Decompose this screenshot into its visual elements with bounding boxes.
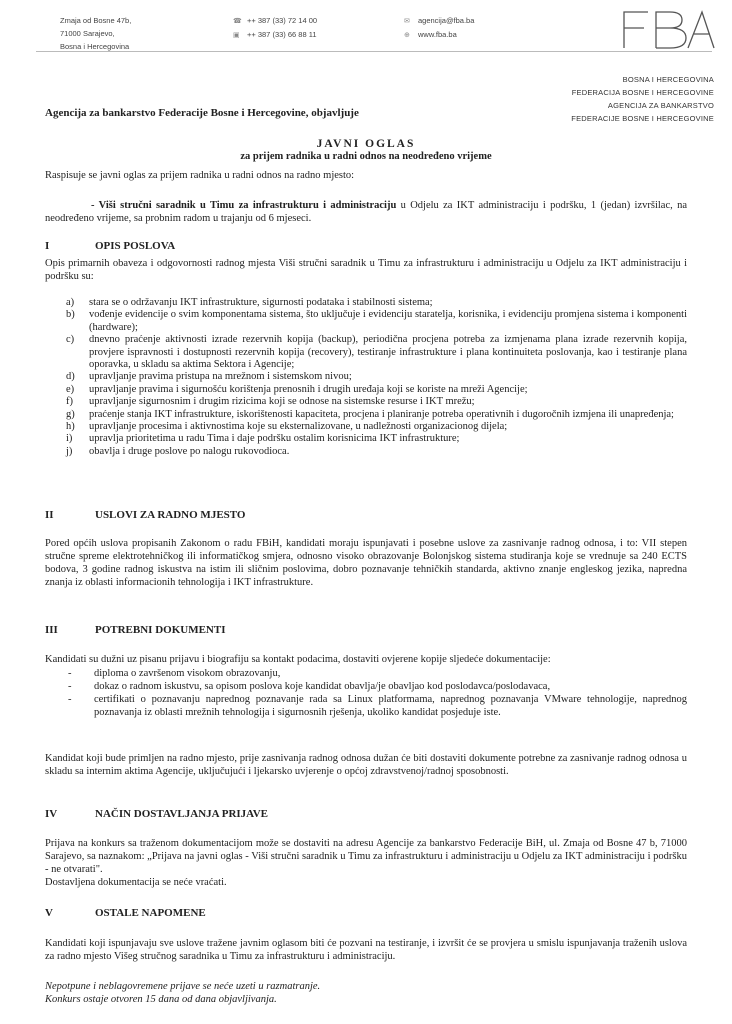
submission-text: Prijava na konkurs sa traženom dokumentacijom može se dostaviti na adresu Agencije za bankarstvo Federacije BiH, ul. Zmaja od Bosne 47 b, 71000 Sarajevo, sa naznakom: „Prijava na javni oglas - Viši stručni saradnik u Timu za infrastrukturu i administraciju u Odjelu za IKT administraciju i podršku - ne otvarati". [45, 838, 687, 875]
list-item: h) upravljanje procesima i aktivnostima koje su eksternalizovane, u nadležnosti organizacionog dijela; [66, 421, 508, 433]
list-item: - dokaz o radnom iskustvu, sa opisom poslova koje kandidat obavlja/je obavljao kod poslodavca/poslodavaca, [68, 681, 551, 692]
list-item: b) vođenje evidencije o svim komponentama sistema, što uključuje i evidenciju staratelja, korisnika, i evidenciju promjena sistema i komponenti (hardware); [66, 309, 687, 333]
agency-phones [233, 14, 317, 42]
list-item: c) dnevno praćenje aktivnosti izrade rezervnih kopija (backup), periodična procjena potreba za izmjenama plana izrade rezervnih kopija, provjere ispravnosti i dostupnosti rezervnih kopija (recovery), testiranje infrastrukture i plana kontinuiteta poslovanja, kao i testiranje plana oporavka, u skladu sa aktima Sektora i Agencije; [66, 334, 687, 371]
address-line: Zmaja od Bosne 47b, [60, 16, 132, 25]
list-item: j) obavlja i druge poslove po nalogu rukovodioca. [66, 445, 290, 457]
email-icon: ✉ [404, 18, 410, 25]
documents-outro: Kandidat koji bude primljen na radno mjesto, prije zasnivanja radnog odnosa dužan će biti dostaviti dokumente potrebne za zasnivanje radnog odnosa u skladu sa internim aktima Agencije, uključujući i ljekarsko uvjerenje o općoj zdravstvenoj/radnoj sposobnosti. [45, 753, 687, 777]
org-line: FEDERACIJA BOSNE I HERCEGOVINE [571, 88, 714, 97]
email-address: agencija@fba.ba [418, 16, 475, 25]
footnote: Konkurs ostaje otvoren 15 dana od dana objavljivanja. [45, 994, 277, 1005]
header-divider [36, 51, 712, 52]
publisher-intro: Agencija za bankarstvo Federacije Bosne i Hercegovine, objavljuje [45, 107, 359, 119]
section-title: NAČIN DOSTAVLJANJA PRIJAVE [95, 808, 268, 820]
section-title: USLOVI ZA RADNO MJESTO [95, 509, 246, 521]
agency-contact [404, 14, 474, 42]
footnote: Nepotpune i neblagovremene prijave se neće uzeti u razmatranje. [45, 981, 321, 992]
fba-logo [622, 8, 716, 50]
list-item: - diploma o završenom visokom obrazovanju, [68, 668, 281, 679]
notes-text: Kandidati koji ispunjavaju sve uslove tražene javnim oglasom biti će pozvani na testiranje, i izvršit će se provjera u smislu ispunjavanja traženih uslova za radno mjesto Višeg stručnog saradnika u Timu za infrastrukturu i administraciju. [45, 938, 687, 962]
list-item: - certifikati o poznavanju naprednog poznavanje rada sa Linux platformama, naprednog poznavanja VMware tehnologije, naprednog poznavanja iz oblasti mrežnih tehnologija i sigurnosnih rješenja, ukoliko kandidat posjeduje iste. [68, 694, 687, 718]
organization-block [571, 73, 714, 125]
list-item: g) praćenje stanja IKT infrastrukture, iskorištenosti kapaciteta, procjena i planiranje potreba operativnih i dugoročnih izmjena ili unapređenja; [66, 408, 674, 420]
position-name: Viši stručni saradnik u Timu za infrastrukturu i administraciju [98, 200, 397, 211]
list-item: e) upravljanje pravima i sigurnošću korištenja prenosnih i drugih uređaja koji se koriste na mreži Agencije; [66, 383, 528, 395]
section-title: OSTALE NAPOMENE [95, 907, 206, 919]
position-details: u Odjelu za IKT administraciju i podršku, 1 (jedan) izvršilac, na neodređeno vrijeme, sa probnim radom u trajanju od 6 mjeseci. [45, 200, 687, 224]
web-icon: ⊕ [404, 32, 410, 39]
section-number: IV [45, 808, 58, 820]
address-line: Bosna i Hercegovina [60, 42, 130, 51]
fax-number: ++ 387 (33) 66 88 11 [247, 30, 317, 39]
phone-number: ++ 387 (33) 72 14 00 [247, 16, 318, 25]
list-item: d) upravljanje pravima pristupa na mrežnom i sistemskom nivou; [66, 371, 352, 383]
requirements-text: Pored općih uslova propisanih Zakonom o radu FBiH, kandidati moraju ispunjavati i posebne uslove za zasnivanje radnog odnosa, i to: VII stepen stručne spreme elektrotehničkog ili informatičkog smjera, odnosno visoko obrazovanje Bolonjskog sistema studiranja koje se vrednuje sa 240 ECTS bodova, 3 godine radnog iskustva na istim ili sličnim poslovima, dobro poznavanje tehničkih standarda, aktivno znanje engleskog jezika, napredna znanja iz oblasti informacionih tehnologija i IKT infrastrukture. [45, 538, 687, 588]
section-heading-4 [45, 808, 268, 820]
org-line: FEDERACIJE BOSNE I HERCEGOVINE [571, 114, 714, 123]
org-line: BOSNA I HERCEGOVINA [622, 75, 714, 84]
submission-note: Dostavljena dokumentacija se neće vraćati. [45, 877, 227, 888]
section-heading-5 [45, 907, 206, 919]
section-number: I [45, 240, 50, 252]
list-item: i) upravlja prioritetima u radu Tima i daje podršku ostalim korisnicima IKT infrastrukture; [66, 433, 460, 445]
section-heading-2 [45, 509, 245, 521]
list-item: a) stara se o održavanju IKT infrastrukture, sigurnosti podataka i stabilnosti sistema; [66, 297, 433, 308]
duties-intro: Opis primarnih obaveza i odgovornosti radnog mjesta Viši stručni saradnik u Timu za infrastrukturu i administraciju u Odjelu za IKT administraciju i podršku su: [45, 258, 687, 282]
position-description [45, 199, 687, 225]
section-title: POTREBNI DOKUMENTI [95, 624, 226, 636]
section-number: II [45, 509, 54, 521]
announcement-text: Raspisuje se javni oglas za prijem radnika u radni odnos na radno mjesto: [45, 170, 355, 181]
section-number: V [45, 907, 53, 919]
documents-list [68, 667, 687, 719]
documents-intro: Kandidati su dužni uz pisanu prijavu i biografiju sa kontakt podacima, dostaviti ovjerene kopije sljedeće dokumentacije: [45, 654, 551, 665]
position-dash: - [91, 200, 99, 211]
section-heading-3 [45, 624, 226, 636]
section-title: OPIS POSLOVA [95, 240, 176, 252]
web-address: www.fba.ba [418, 30, 457, 39]
duties-list [66, 297, 687, 458]
org-line: AGENCIJA ZA BANKARSTVO [607, 101, 714, 110]
section-heading-1 [45, 240, 175, 252]
fax-icon: ▣ [233, 32, 240, 39]
phone-icon: ☎ [233, 18, 242, 25]
page-title: JAVNI OGLAS [316, 138, 416, 150]
agency-address [60, 14, 131, 53]
address-line: 71000 Sarajevo, [60, 29, 115, 38]
list-item: f) upravljanje sigurnosnim i drugim rizicima koji se odnose na sistemske resurse i IKT mrežu; [66, 396, 475, 408]
section-number: III [45, 624, 58, 636]
footnotes [45, 980, 320, 1006]
page-subtitle: za prijem radnika u radni odnos na neodređeno vrijeme [240, 151, 492, 162]
